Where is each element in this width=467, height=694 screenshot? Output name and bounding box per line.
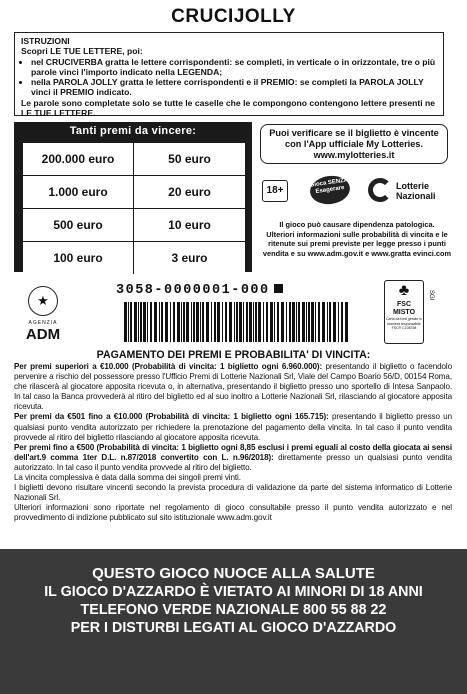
barcode-bar bbox=[124, 302, 127, 342]
barcode-bar bbox=[274, 302, 275, 342]
prize-row: 500 euro 10 euro bbox=[23, 209, 245, 242]
barcode-bar bbox=[286, 302, 287, 342]
barcode-bar bbox=[214, 302, 216, 342]
barcode-bar bbox=[222, 302, 223, 342]
barcode-bar bbox=[186, 302, 189, 342]
instructions-intro: Scopri LE TUE LETTERE, poi: bbox=[21, 46, 143, 57]
barcode-bar bbox=[298, 302, 300, 342]
instruction-item: • nel CRUCIVERBA gratta le lettere corrispondenti: se completi, in verticale o in orizzontale, tre o più parole vinci l'importo indicato nella LEGENDA; bbox=[31, 57, 437, 78]
barcode-bar bbox=[258, 302, 261, 342]
barcode-bar bbox=[206, 302, 209, 342]
barcode-bar bbox=[177, 302, 180, 342]
addiction-warning: Il gioco può causare dipendenza patologica. Ulteriori informazioni sulle probabilità di vincita e le ritenute sui premi previste per legge presso i punti vendita e su www.adm.gov.it e www.gratta evinci.com bbox=[262, 220, 452, 258]
barcode-bar bbox=[128, 302, 129, 342]
barcode-bar bbox=[173, 302, 175, 342]
payment-text bbox=[14, 362, 452, 524]
barcode-bar bbox=[281, 302, 284, 342]
barcode-bar bbox=[200, 302, 201, 342]
barcode-bar bbox=[236, 302, 238, 342]
payment-paragraph: Per premi da €501 fino a €10.000 (Probabilità di vincita: 1 biglietto ogni 165.715): presentando il biglietto presso un qualsiasi punto vendita autorizzato per richiedere la prenotazione del pagamento della vincita. In tal caso il punto vendita provvede al ritiro del biglietto rilasciando al giocatore apposita ricevuta. bbox=[14, 412, 452, 442]
barcode-bar bbox=[239, 302, 242, 342]
barcode-bar bbox=[345, 302, 348, 342]
barcode-bar bbox=[191, 302, 192, 342]
barcode-bar bbox=[289, 302, 291, 342]
lotterie-nazionali-logo: Lotterie Nazionali bbox=[368, 176, 448, 206]
barcode-bar bbox=[277, 302, 279, 342]
barcode-bar bbox=[327, 302, 328, 342]
adm-logo: ★ AGENZIA ADM bbox=[18, 286, 68, 346]
barcode-bar bbox=[255, 302, 257, 342]
payment-paragraph: Ulteriori informazioni sono riportate nel regolamento di gioco consultabile presso il punto vendita autorizzato e nel provvedimento di indizione pubblicato sul sito istituzionale www.adm.gov.it bbox=[14, 503, 452, 523]
health-warning-footer: QUESTO GIOCO NUOCE ALLA SALUTE IL GIOCO D'AZZARDO È VIETATO AI MINORI DI 18 ANNI TELEFONO VERDE NAZIONALE 800 55 88 22 PER I DISTURBI LEGATI AL GIOCO D'AZZARDO bbox=[0, 549, 467, 694]
barcode-bar bbox=[150, 302, 152, 342]
barcode-bar bbox=[181, 302, 182, 342]
lotterie-nazionali-icon bbox=[368, 178, 392, 202]
barcode-bar bbox=[338, 302, 339, 342]
tree-icon: ♣ bbox=[398, 282, 410, 299]
barcode-bar bbox=[266, 302, 268, 342]
age-18-icon: 18+ bbox=[262, 180, 288, 202]
barcode-bar bbox=[225, 302, 227, 342]
logos-row bbox=[262, 172, 448, 212]
barcode-bar bbox=[308, 302, 310, 342]
barcode-bar bbox=[270, 302, 273, 342]
barcode-bar bbox=[306, 302, 307, 342]
payment-paragraph: La vincita complessiva è data dalla somma dei singoli premi vinti. bbox=[14, 473, 241, 483]
barcode bbox=[124, 302, 350, 342]
barcode-bar bbox=[234, 302, 235, 342]
barcode-bar bbox=[202, 302, 204, 342]
barcode-bar bbox=[249, 302, 252, 342]
barcode-bar bbox=[147, 302, 148, 342]
prize-row: 1.000 euro 20 euro bbox=[23, 176, 245, 209]
barcode-bar bbox=[311, 302, 314, 342]
emblem-icon: ★ bbox=[28, 286, 58, 316]
sgi-code: SGI bbox=[428, 290, 434, 301]
prize-row: 200.000 euro 50 euro bbox=[23, 143, 245, 176]
barcode-bar bbox=[229, 302, 232, 342]
barcode-bar bbox=[138, 302, 139, 342]
barcode-bar bbox=[143, 302, 146, 342]
payment-paragraph: Per premi superiori a €10.000 (Probabilità di vincita: 1 biglietto ogni 6.960.000): presentando il biglietto o facendolo pervenire a rischio del possessore presso l'Ufficio Premi di Lotterie Nazionali Srl, Viale del Campo Boario 56/D, 00154 Roma, che rilascerà al giocatore apposita ricevuta o, in alternativa, presentando il biglietto presso uno sportello di Intesa Sanpaolo. In tal caso la Banca provvederà al ritiro del biglietto ed al suo inoltro a Lotterie Nazionali Srl, rilasciando al giocatore apposita ricevuta. bbox=[14, 362, 452, 412]
barcode-bar bbox=[243, 302, 244, 342]
barcode-bar bbox=[246, 302, 248, 342]
fsc-logo: ♣ FSC MISTO Carta da fonti gestite in maniera responsabile FSC® C108758 bbox=[384, 280, 424, 344]
barcode-bar bbox=[315, 302, 316, 342]
barcode-bar bbox=[154, 302, 157, 342]
barcode-bar bbox=[193, 302, 195, 342]
barcode-bar bbox=[263, 302, 264, 342]
barcode-bar bbox=[333, 302, 336, 342]
barcode-bar bbox=[292, 302, 295, 342]
barcode-bar bbox=[217, 302, 220, 342]
mylotteries-link: www.mylotteries.it bbox=[313, 150, 395, 160]
barcode-bar bbox=[161, 302, 163, 342]
barcode-bar bbox=[296, 302, 297, 342]
payment-paragraph: Per premi fino a €500 (Probabilità di vincita: 1 biglietto ogni 8,85 esclusi i premi eguali al costo della giocata ai sensi dell'art.9 comma 1ter D.L. n.87/2018 convertito con L. n.96/2018): direttamente presso un qualsiasi punto vendita autorizzato. In tal caso il punto vendita provvede al ritiro del biglietto. bbox=[14, 442, 452, 472]
payment-paragraph: I biglietti devono risultare vincenti secondo la prevista procedura di validazione da parte del sistema informatico di Lotterie Nazionali Srl. bbox=[14, 483, 452, 503]
gioca-senza-esagerare-logo: Gioca SENZA Esagerare bbox=[308, 173, 352, 206]
instructions-list bbox=[21, 57, 437, 98]
barcode-bar bbox=[211, 302, 212, 342]
verify-box: Puoi verificare se il biglietto è vincente con l'App ufficiale My Lotteries. www.mylotteries.it bbox=[260, 124, 448, 164]
barcode-bar bbox=[302, 302, 305, 342]
instruction-item: • nella PAROLA JOLLY gratta le lettere corrispondenti e il PREMIO: se completi la PAROLA JOLLY vinci il PREMIO indicato. bbox=[31, 77, 437, 98]
barcode-bar bbox=[130, 302, 132, 342]
barcode-bar bbox=[183, 302, 185, 342]
barcode-bar bbox=[318, 302, 320, 342]
barcode-bar bbox=[341, 302, 343, 342]
instructions-heading: ISTRUZIONI bbox=[21, 36, 70, 46]
square-mark-icon bbox=[274, 284, 283, 293]
barcode-bar bbox=[165, 302, 168, 342]
barcode-bar bbox=[329, 302, 331, 342]
barcode-bar bbox=[159, 302, 160, 342]
prize-table bbox=[14, 122, 252, 272]
ticket-title: CRUCIJOLLY bbox=[171, 6, 296, 27]
payment-title: PAGAMENTO DEI PREMI E PROBABILITA' DI VINCITA: bbox=[96, 349, 371, 361]
barcode-bar bbox=[140, 302, 142, 342]
barcode-bar bbox=[322, 302, 325, 342]
instructions-outro: Le parole sono completate solo se tutte le caselle che le compongono contengono lettere presenti ne LE TUE LETTERE. bbox=[21, 97, 436, 119]
barcode-bar bbox=[253, 302, 254, 342]
instructions-box bbox=[14, 32, 444, 119]
barcode-bar bbox=[134, 302, 137, 342]
serial-number: 3058-0000001-000 bbox=[116, 283, 283, 298]
prize-table-header: Tanti premi da vincere: bbox=[69, 125, 197, 137]
barcode-bar bbox=[196, 302, 199, 342]
prize-row: 100 euro 3 euro bbox=[23, 242, 245, 274]
barcode-bar bbox=[170, 302, 171, 342]
